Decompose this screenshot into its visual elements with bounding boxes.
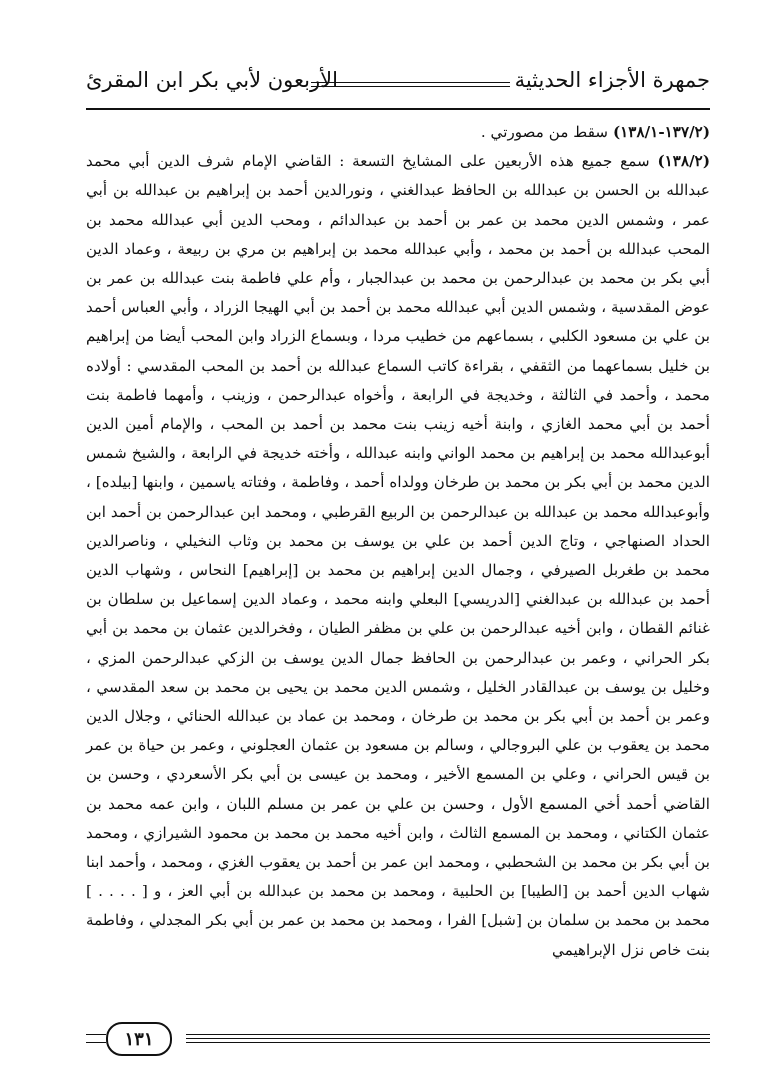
page-footer [86,1022,710,1058]
header-section-title: الأربعون لأبي بكر ابن المقرئ [86,68,338,92]
footer-rule [186,1034,710,1035]
header-divider [86,108,710,110]
footer-rule [86,1034,106,1035]
footer-rule [186,1038,710,1039]
paragraph-text: سمع جميع هذه الأربعين على المشايخ التسعة : القاضي الإمام شرف الدين أبي محمد عبدالله بن الحسن بن عبدالله بن الحافظ عبدالغني ، ونورالدين أحمد بن إبراهيم بن عبدالله بن أبي عمر ، وشمس الدين محمد بن عمر بن أحمد بن عبدالدائم ، ومحب الدين أبي عبدالله محمد بن المحب عبدالله بن أحمد بن محمد ، وأبي عبدالله محمد بن إبراهيم بن مري بن ربيعة ، وعماد الدين أبي بكر بن محمد بن عبدالرحمن بن محمد بن عبدالجبار ، وأم علي فاطمة بنت عبدالله بن عمر بن عوض المقدسية ، وشمس الدين أبي عبدالله محمد بن أحمد بن أبي الهيجا الزراد ، وأبي العباس أحمد بن علي بن مسعود الكلبي ، بسماعهم من خطيب مردا ، وبسماع الزراد وابن المحب أيضا من إبراهيم بن خليل بسماعهما من الثقفي ، بقراءة كاتب السماع عبدالله بن أحمد بن المحب المقدسي : أولاده محمد ، وأحمد في الثالثة ، وخديجة في الرابعة ، وأخواه عبدالرحمن ، وزينب ، وأمهما فاطمة بنت أحمد بن أبي محمد الغازي ، وابنة أخيه زينب بنت محمد بن أحمد بن المحب ، والإمام أمين الدين أبوعبدالله محمد بن إبراهيم بن محمد الواني وابنه عبدالله ، وأخته خديجة في الرابعة ، والشيخ شمس الدين محمد بن أبي بكر بن محمد بن طرخان وولداه أحمد ، وفاطمة ، وفتاته ياسمين ، وابنها [بيلده] ، وأبوعبدالله محمد بن عبدالله بن عبدالرحمن بن الربيع القرطبي ، ومحمد ابن عبدالرحمن بن أحمد ابن الحداد الصنهاجي ، وتاج الدين أحمد بن علي بن يوسف بن محمد بن وثاب النخيلي ، وناصرالدين محمد بن طغربل الصيرفي ، وجمال الدين إبراهيم بن محمد بن [إبراهيم] النحاس ، وشهاب الدين أحمد بن عبدالله بن عبدالغني [الدريسي] البعلي وابنه محمد ، وعماد الدين إسماعيل بن سلطان بن غنائم القطان ، وابن أخيه عبدالرحمن بن علي بن مظفر الطيان ، وفخرالدين عثمان بن محمد بن أبي بكر الحراني ، وعمر بن عبدالرحمن بن الحافظ جمال الدين يوسف بن الزكي عبدالرحمن المزي ، وخليل بن يوسف بن عبدالقادر الخليل ، وشمس الدين محمد بن يحيى بن محمد بن سعد المقدسي ، وعمر بن أحمد بن أبي بكر بن محمد بن طرخان ، ومحمد بن عماد بن عبدالله الحنائي ، وجلال الدين محمد بن يعقوب بن علي البروجالي ، وسالم بن مسعود بن عثمان العجلوني ، وعمر بن حياة بن عمر بن قيس الحراني ، وعلي بن المسمع الأخير ، ومحمد بن عيسى بن أبي بكر الأسعردي ، وحسن بن القاضي أحمد أخي المسمع الأول ، وحسن بن علي بن عمر بن مسلم اللبان ، وابن عمه محمد بن عثمان الكتاني ، ومحمد بن المسمع الثالث ، وابن أخيه محمد بن محمد بن محمود الشيرازي ، ومحمد بن أبي بكر بن محمد بن الشحطبي ، ومحمد ابن عمر بن أحمد بن يعقوب الغزي ، ومحمد ، وأحمد ابنا شهاب الدين أحمد بن [الطيبا] بن الحلبية ، ومحمد بن محمد بن عبدالله بن أبي العز ، و [ . . . . ] محمد بن محمد بن سلمان بن [شبل] الفرا ، ومحمد بن محمد بن عمر بن أبي بكر المجدلي ، وفاطمة بنت خاص نزل الإبراهيمي [86,152,711,959]
folio-reference: (١٣٨/٢) [657,152,710,171]
paragraph-1 [86,118,710,147]
footer-rule [186,1042,710,1043]
footer-rule [86,1042,106,1043]
main-text [86,118,710,965]
page-number: ١٣١ [106,1022,172,1056]
running-header [86,62,710,102]
paragraph-text: سقط من مصورتي . [480,123,613,141]
paragraph-2 [86,147,710,965]
header-book-title: جمهرة الأجزاء الحديثية [514,68,710,92]
folio-reference: (١٣٧/٢-١٣٨/١) [612,123,710,141]
